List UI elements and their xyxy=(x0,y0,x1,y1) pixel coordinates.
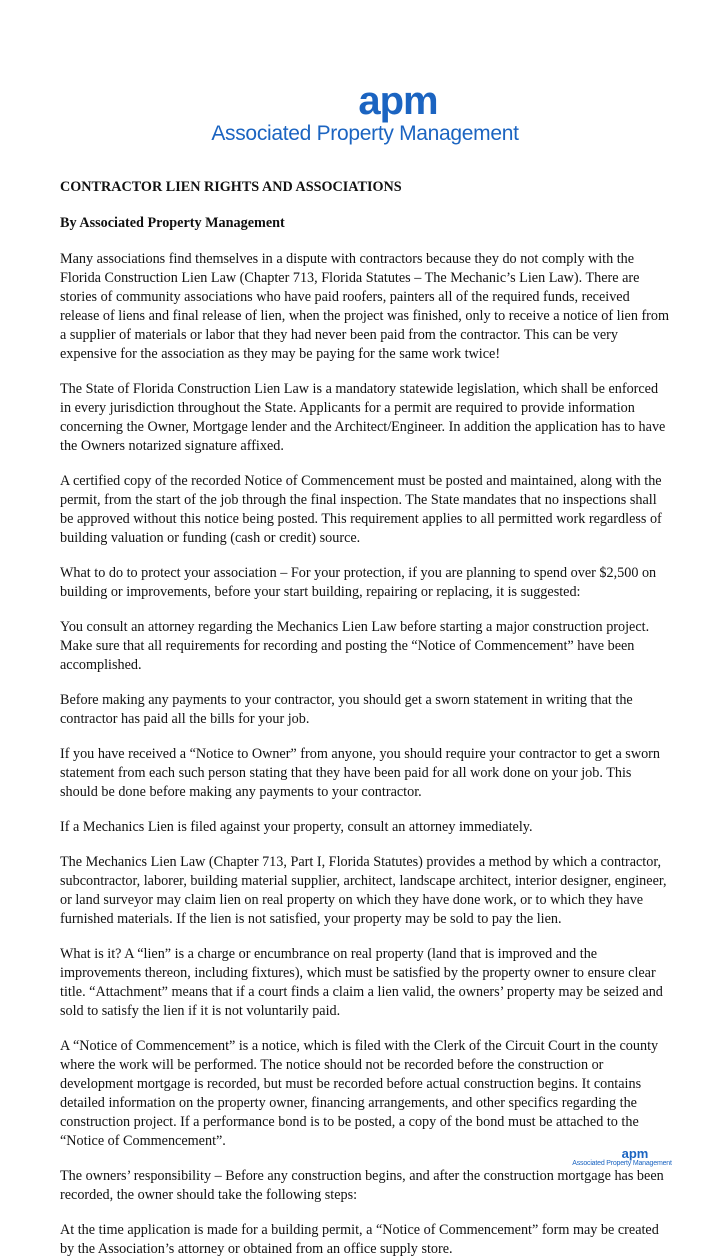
paragraph: Many associations find themselves in a dispute with contractors because they do not comply with the Florida Construction Lien Law (Chapter 713, Florida Statutes – The Mechanic’s Lien Law). There are stories of community associations who have paid roofers, painters all of the required funds, received release of liens and final release of lien, when the project was finished, only to receive a notice of lien from a supplier of materials or labor that they had never been paid from the contractor. This can be very expensive for the association as they may be paying for the same work twice! xyxy=(60,251,670,362)
paragraph: The State of Florida Construction Lien Law is a mandatory statewide legislation, which shall be enforced in every jurisdiction throughout the State. Applicants for a permit are required to provide information concerning the Owner, Mortgage lender and the Architect/Engineer. In addition the application has to have the Owners notarized signature affixed. xyxy=(60,381,666,454)
paragraph: The owners’ responsibility – Before any construction begins, and after the construction mortgage has been recorded, the owner should take the following steps: xyxy=(60,1168,664,1203)
document-title: CONTRACTOR LIEN RIGHTS AND ASSOCIATIONS xyxy=(60,179,402,195)
paragraph: What is it? A “lien” is a charge or encumbrance on real property (land that is improved and the improvements thereon, including fixtures), which must be satisfied by the property owner to ensure clear title. “Attachment” means that if a court finds a claim a lien valid, the owners’ property may be seized and sold to satisfy the lien if it is not voluntarily paid. xyxy=(60,946,663,1019)
paragraph: Before making any payments to your contractor, you should get a sworn statement in writing that the contractor has paid all the bills for your job. xyxy=(60,692,633,727)
paragraph: The Mechanics Lien Law (Chapter 713, Part I, Florida Statutes) provides a method by which a contractor, subcontractor, laborer, building material supplier, architect, landscape architect, interior designer, engineer, or land surveyor may claim lien on real property on which they have done work, or to which they have furnished materials. If the lien is not satisfied, your property may be sold to pay the lien. xyxy=(60,854,667,927)
footer-logo-company-name: Associated Property Management xyxy=(572,1160,672,1167)
footer-logo xyxy=(572,1148,672,1167)
paragraph: A certified copy of the recorded Notice of Commencement must be posted and maintained, along with the permit, from the start of the job through the final inspection. The State mandates that no inspections shall be approved without this notice being posted. This requirement applies to all permitted work regardless of building valuation or funding (cash or credit) source. xyxy=(60,473,662,546)
company-logo xyxy=(200,79,530,146)
footer-logo-mark: apm xyxy=(621,1146,649,1161)
paragraph: At the time application is made for a building permit, a “Notice of Commencement” form may be created by the Association’s attorney or obtained from an office supply store. xyxy=(60,1222,659,1257)
paragraph: If you have received a “Notice to Owner” from anyone, you should require your contractor to get a sworn statement from each such person stating that they have been paid for all work done on your job. This should be done before making any payments to your contractor. xyxy=(60,746,660,800)
paragraph: A “Notice of Commencement” is a notice, which is filed with the Clerk of the Circuit Court in the county where the work will be performed. The notice should not be recorded before the construction or development mortgage is recorded, but must be recorded before actual construction begins. It contains detailed information on the property owner, financing arrangements, and other specifics regarding the construction project. If a performance bond is to be posted, a copy of the bond must be attached to the “Notice of Commencement”. xyxy=(60,1038,659,1149)
paragraph: You consult an attorney regarding the Mechanics Lien Law before starting a major construction project. Make sure that all requirements for recording and posting the “Notice of Commencement” have been accomplished. xyxy=(60,619,650,673)
logo-mark: apm xyxy=(358,79,438,123)
document-body xyxy=(60,178,672,1259)
document-byline: By Associated Property Management xyxy=(60,215,285,231)
paragraph: If a Mechanics Lien is filed against your property, consult an attorney immediately. xyxy=(60,819,533,835)
logo-company-name: Associated Property Management xyxy=(211,122,519,145)
paragraph: What to do to protect your association – For your protection, if you are planning to spend over $2,500 on building or improvements, before your start building, repairing or replacing, it is suggested: xyxy=(60,565,657,600)
